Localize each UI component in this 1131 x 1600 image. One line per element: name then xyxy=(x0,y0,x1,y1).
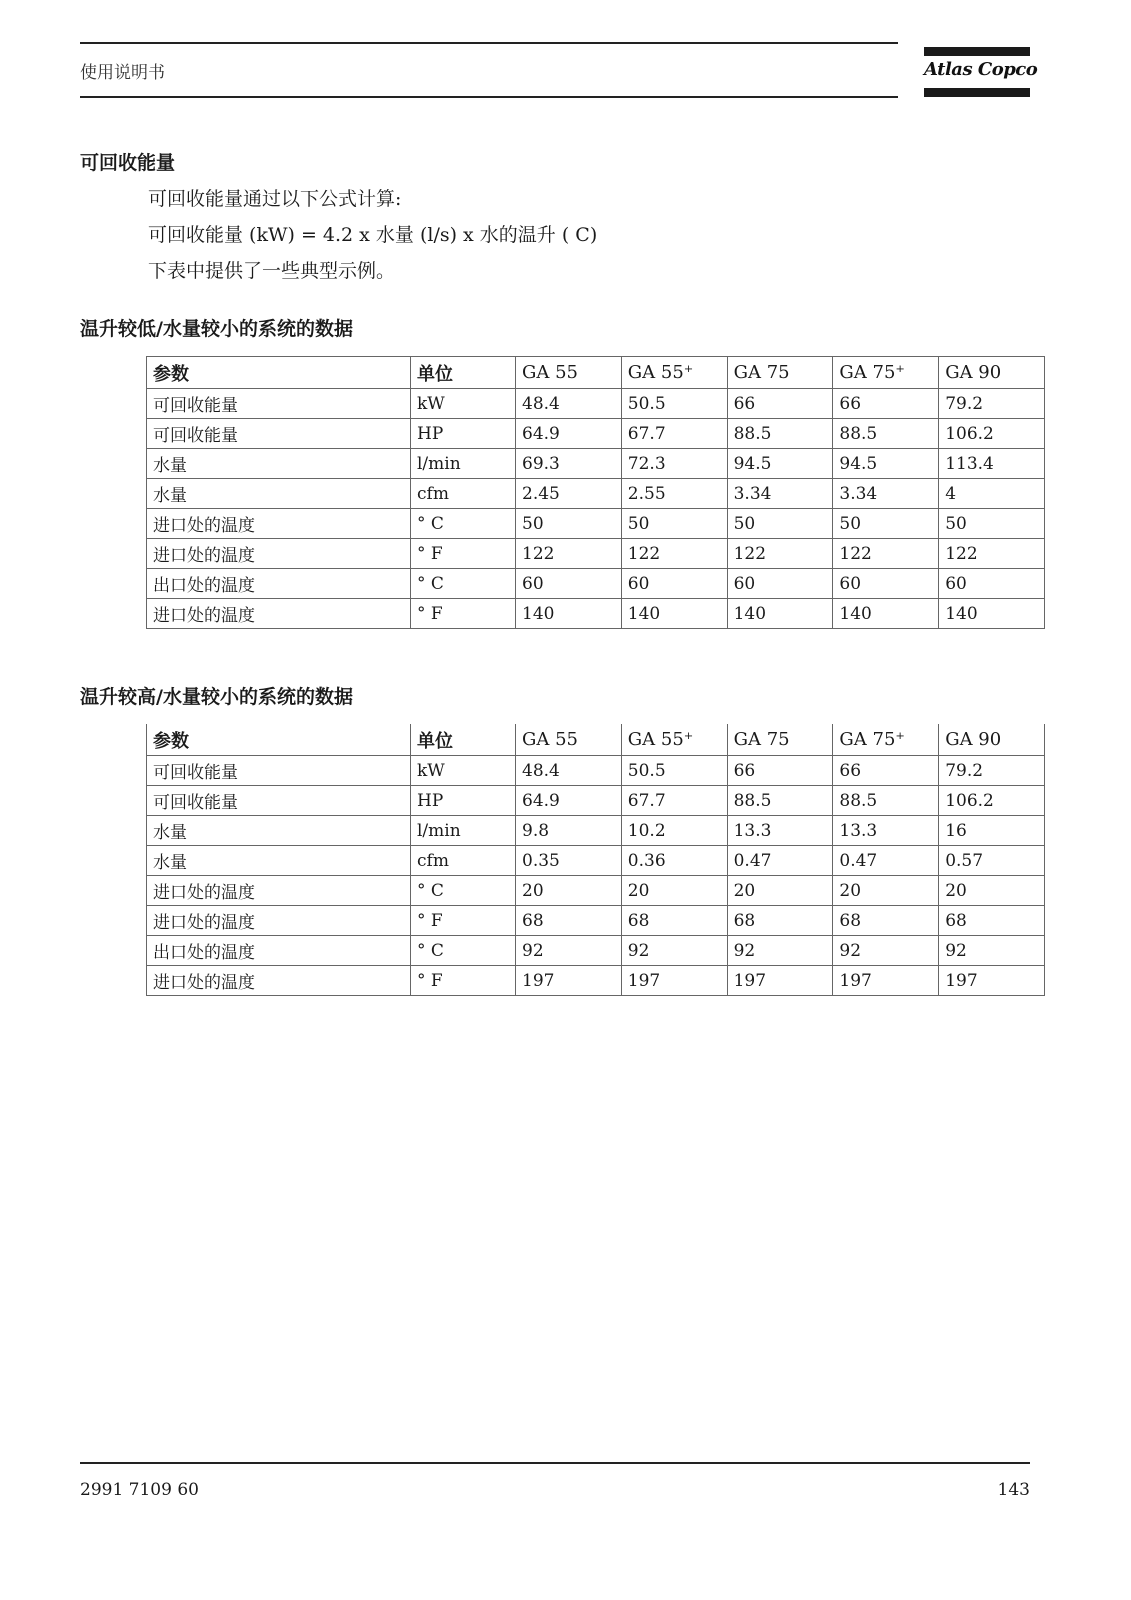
column-header: GA 55⁺ xyxy=(621,724,727,756)
table-1-body xyxy=(147,357,1045,629)
value-cell: 88.5 xyxy=(833,786,939,816)
unit-cell: ° F xyxy=(411,539,516,569)
table-row xyxy=(147,906,1045,936)
column-header: 参数 xyxy=(147,357,411,389)
value-cell: 92 xyxy=(939,936,1045,966)
parameter-cell: 进口处的温度 xyxy=(147,876,411,906)
unit-cell: ° F xyxy=(411,906,516,936)
value-cell: 60 xyxy=(621,569,727,599)
value-cell: 2.55 xyxy=(621,479,727,509)
table-row xyxy=(147,876,1045,906)
value-cell: 79.2 xyxy=(939,756,1045,786)
value-cell: 68 xyxy=(516,906,622,936)
value-cell: 92 xyxy=(727,936,833,966)
unit-cell: ° F xyxy=(411,966,516,996)
column-header: 参数 xyxy=(147,724,411,756)
value-cell: 50 xyxy=(833,509,939,539)
value-cell: 48.4 xyxy=(516,389,622,419)
value-cell: 10.2 xyxy=(621,816,727,846)
column-header: GA 55 xyxy=(516,357,622,389)
unit-cell: ° C xyxy=(411,876,516,906)
value-cell: 60 xyxy=(833,569,939,599)
value-cell: 106.2 xyxy=(939,786,1045,816)
unit-cell: ° F xyxy=(411,599,516,629)
parameter-cell: 出口处的温度 xyxy=(147,936,411,966)
value-cell: 3.34 xyxy=(727,479,833,509)
table-header-row xyxy=(147,724,1045,756)
value-cell: 60 xyxy=(939,569,1045,599)
parameter-cell: 水量 xyxy=(147,816,411,846)
value-cell: 140 xyxy=(727,599,833,629)
value-cell: 3.34 xyxy=(833,479,939,509)
unit-cell: kW xyxy=(411,389,516,419)
value-cell: 67.7 xyxy=(621,419,727,449)
logo-bar-top xyxy=(924,47,1030,56)
value-cell: 67.7 xyxy=(621,786,727,816)
table-row xyxy=(147,569,1045,599)
value-cell: 92 xyxy=(621,936,727,966)
value-cell: 0.47 xyxy=(833,846,939,876)
value-cell: 122 xyxy=(833,539,939,569)
value-cell: 64.9 xyxy=(516,786,622,816)
value-cell: 13.3 xyxy=(833,816,939,846)
value-cell: 92 xyxy=(833,936,939,966)
table-row xyxy=(147,389,1045,419)
value-cell: 197 xyxy=(516,966,622,996)
unit-cell: HP xyxy=(411,419,516,449)
table-row xyxy=(147,846,1045,876)
examples-note: 下表中提供了一些典型示例。 xyxy=(148,260,396,282)
parameter-cell: 进口处的温度 xyxy=(147,599,411,629)
value-cell: 197 xyxy=(621,966,727,996)
value-cell: 113.4 xyxy=(939,449,1045,479)
value-cell: 122 xyxy=(939,539,1045,569)
parameter-cell: 水量 xyxy=(147,846,411,876)
value-cell: 20 xyxy=(833,876,939,906)
value-cell: 88.5 xyxy=(833,419,939,449)
table-row xyxy=(147,936,1045,966)
value-cell: 68 xyxy=(833,906,939,936)
value-cell: 140 xyxy=(516,599,622,629)
parameter-cell: 可回收能量 xyxy=(147,419,411,449)
value-cell: 140 xyxy=(621,599,727,629)
value-cell: 50 xyxy=(621,509,727,539)
table-2-title: 温升较高/水量较小的系统的数据 xyxy=(80,686,353,708)
column-header: GA 90 xyxy=(939,357,1045,389)
value-cell: 72.3 xyxy=(621,449,727,479)
value-cell: 0.36 xyxy=(621,846,727,876)
value-cell: 20 xyxy=(939,876,1045,906)
atlas-copco-logo xyxy=(924,47,1038,99)
value-cell: 66 xyxy=(727,756,833,786)
unit-cell: cfm xyxy=(411,846,516,876)
table-row xyxy=(147,479,1045,509)
value-cell: 60 xyxy=(516,569,622,599)
table-row xyxy=(147,756,1045,786)
column-header: GA 75 xyxy=(727,724,833,756)
document-number: 2991 7109 60 xyxy=(80,1480,199,1500)
value-cell: 2.45 xyxy=(516,479,622,509)
value-cell: 197 xyxy=(939,966,1045,996)
value-cell: 79.2 xyxy=(939,389,1045,419)
value-cell: 140 xyxy=(833,599,939,629)
value-cell: 122 xyxy=(516,539,622,569)
header-rule-bottom xyxy=(80,96,898,98)
column-header: GA 75⁺ xyxy=(833,724,939,756)
value-cell: 106.2 xyxy=(939,419,1045,449)
value-cell: 16 xyxy=(939,816,1045,846)
footer-rule xyxy=(80,1462,1030,1464)
value-cell: 50 xyxy=(939,509,1045,539)
table-row xyxy=(147,419,1045,449)
table-2-body xyxy=(147,724,1045,996)
value-cell: 50.5 xyxy=(621,756,727,786)
value-cell: 20 xyxy=(727,876,833,906)
value-cell: 20 xyxy=(621,876,727,906)
logo-bar-bottom xyxy=(924,88,1030,97)
column-header: GA 55 xyxy=(516,724,622,756)
header-title: 使用说明书 xyxy=(80,63,165,83)
value-cell: 64.9 xyxy=(516,419,622,449)
value-cell: 20 xyxy=(516,876,622,906)
column-header: GA 90 xyxy=(939,724,1045,756)
value-cell: 50 xyxy=(727,509,833,539)
table-row xyxy=(147,966,1045,996)
parameter-cell: 出口处的温度 xyxy=(147,569,411,599)
column-header: GA 55⁺ xyxy=(621,357,727,389)
unit-cell: HP xyxy=(411,786,516,816)
unit-cell: cfm xyxy=(411,479,516,509)
value-cell: 197 xyxy=(833,966,939,996)
value-cell: 68 xyxy=(621,906,727,936)
table-header-row xyxy=(147,357,1045,389)
value-cell: 197 xyxy=(727,966,833,996)
table-row xyxy=(147,509,1045,539)
table-row xyxy=(147,786,1045,816)
unit-cell: ° C xyxy=(411,569,516,599)
value-cell: 88.5 xyxy=(727,419,833,449)
value-cell: 66 xyxy=(833,389,939,419)
value-cell: 92 xyxy=(516,936,622,966)
table-1-title: 温升较低/水量较小的系统的数据 xyxy=(80,318,353,340)
table-row xyxy=(147,816,1045,846)
value-cell: 9.8 xyxy=(516,816,622,846)
section-heading: 可回收能量 xyxy=(80,152,176,174)
unit-cell: l/min xyxy=(411,449,516,479)
value-cell: 0.47 xyxy=(727,846,833,876)
column-header: 单位 xyxy=(411,724,516,756)
page-number: 143 xyxy=(997,1480,1030,1500)
value-cell: 68 xyxy=(939,906,1045,936)
value-cell: 140 xyxy=(939,599,1045,629)
parameter-cell: 水量 xyxy=(147,449,411,479)
logo-wordmark: Atlas Copco xyxy=(924,59,1038,80)
column-header: 单位 xyxy=(411,357,516,389)
table-high-temp-rise xyxy=(146,724,1045,996)
value-cell: 0.35 xyxy=(516,846,622,876)
parameter-cell: 可回收能量 xyxy=(147,756,411,786)
parameter-cell: 可回收能量 xyxy=(147,786,411,816)
table-row xyxy=(147,449,1045,479)
value-cell: 60 xyxy=(727,569,833,599)
value-cell: 13.3 xyxy=(727,816,833,846)
table-low-temp-rise xyxy=(146,356,1045,629)
value-cell: 94.5 xyxy=(833,449,939,479)
table-row xyxy=(147,599,1045,629)
value-cell: 68 xyxy=(727,906,833,936)
parameter-cell: 进口处的温度 xyxy=(147,509,411,539)
value-cell: 50 xyxy=(516,509,622,539)
value-cell: 48.4 xyxy=(516,756,622,786)
table-row xyxy=(147,539,1045,569)
value-cell: 69.3 xyxy=(516,449,622,479)
column-header: GA 75 xyxy=(727,357,833,389)
value-cell: 94.5 xyxy=(727,449,833,479)
value-cell: 122 xyxy=(621,539,727,569)
value-cell: 4 xyxy=(939,479,1045,509)
unit-cell: ° C xyxy=(411,936,516,966)
parameter-cell: 进口处的温度 xyxy=(147,966,411,996)
parameter-cell: 进口处的温度 xyxy=(147,539,411,569)
formula-intro: 可回收能量通过以下公式计算: xyxy=(148,188,402,210)
value-cell: 66 xyxy=(833,756,939,786)
parameter-cell: 水量 xyxy=(147,479,411,509)
unit-cell: l/min xyxy=(411,816,516,846)
value-cell: 50.5 xyxy=(621,389,727,419)
formula: 可回收能量 (kW) = 4.2 x 水量 (l/s) x 水的温升 ( C) xyxy=(148,224,598,246)
value-cell: 66 xyxy=(727,389,833,419)
column-header: GA 75⁺ xyxy=(833,357,939,389)
parameter-cell: 可回收能量 xyxy=(147,389,411,419)
parameter-cell: 进口处的温度 xyxy=(147,906,411,936)
header-rule-top xyxy=(80,42,898,44)
value-cell: 0.57 xyxy=(939,846,1045,876)
value-cell: 122 xyxy=(727,539,833,569)
unit-cell: ° C xyxy=(411,509,516,539)
value-cell: 88.5 xyxy=(727,786,833,816)
unit-cell: kW xyxy=(411,756,516,786)
